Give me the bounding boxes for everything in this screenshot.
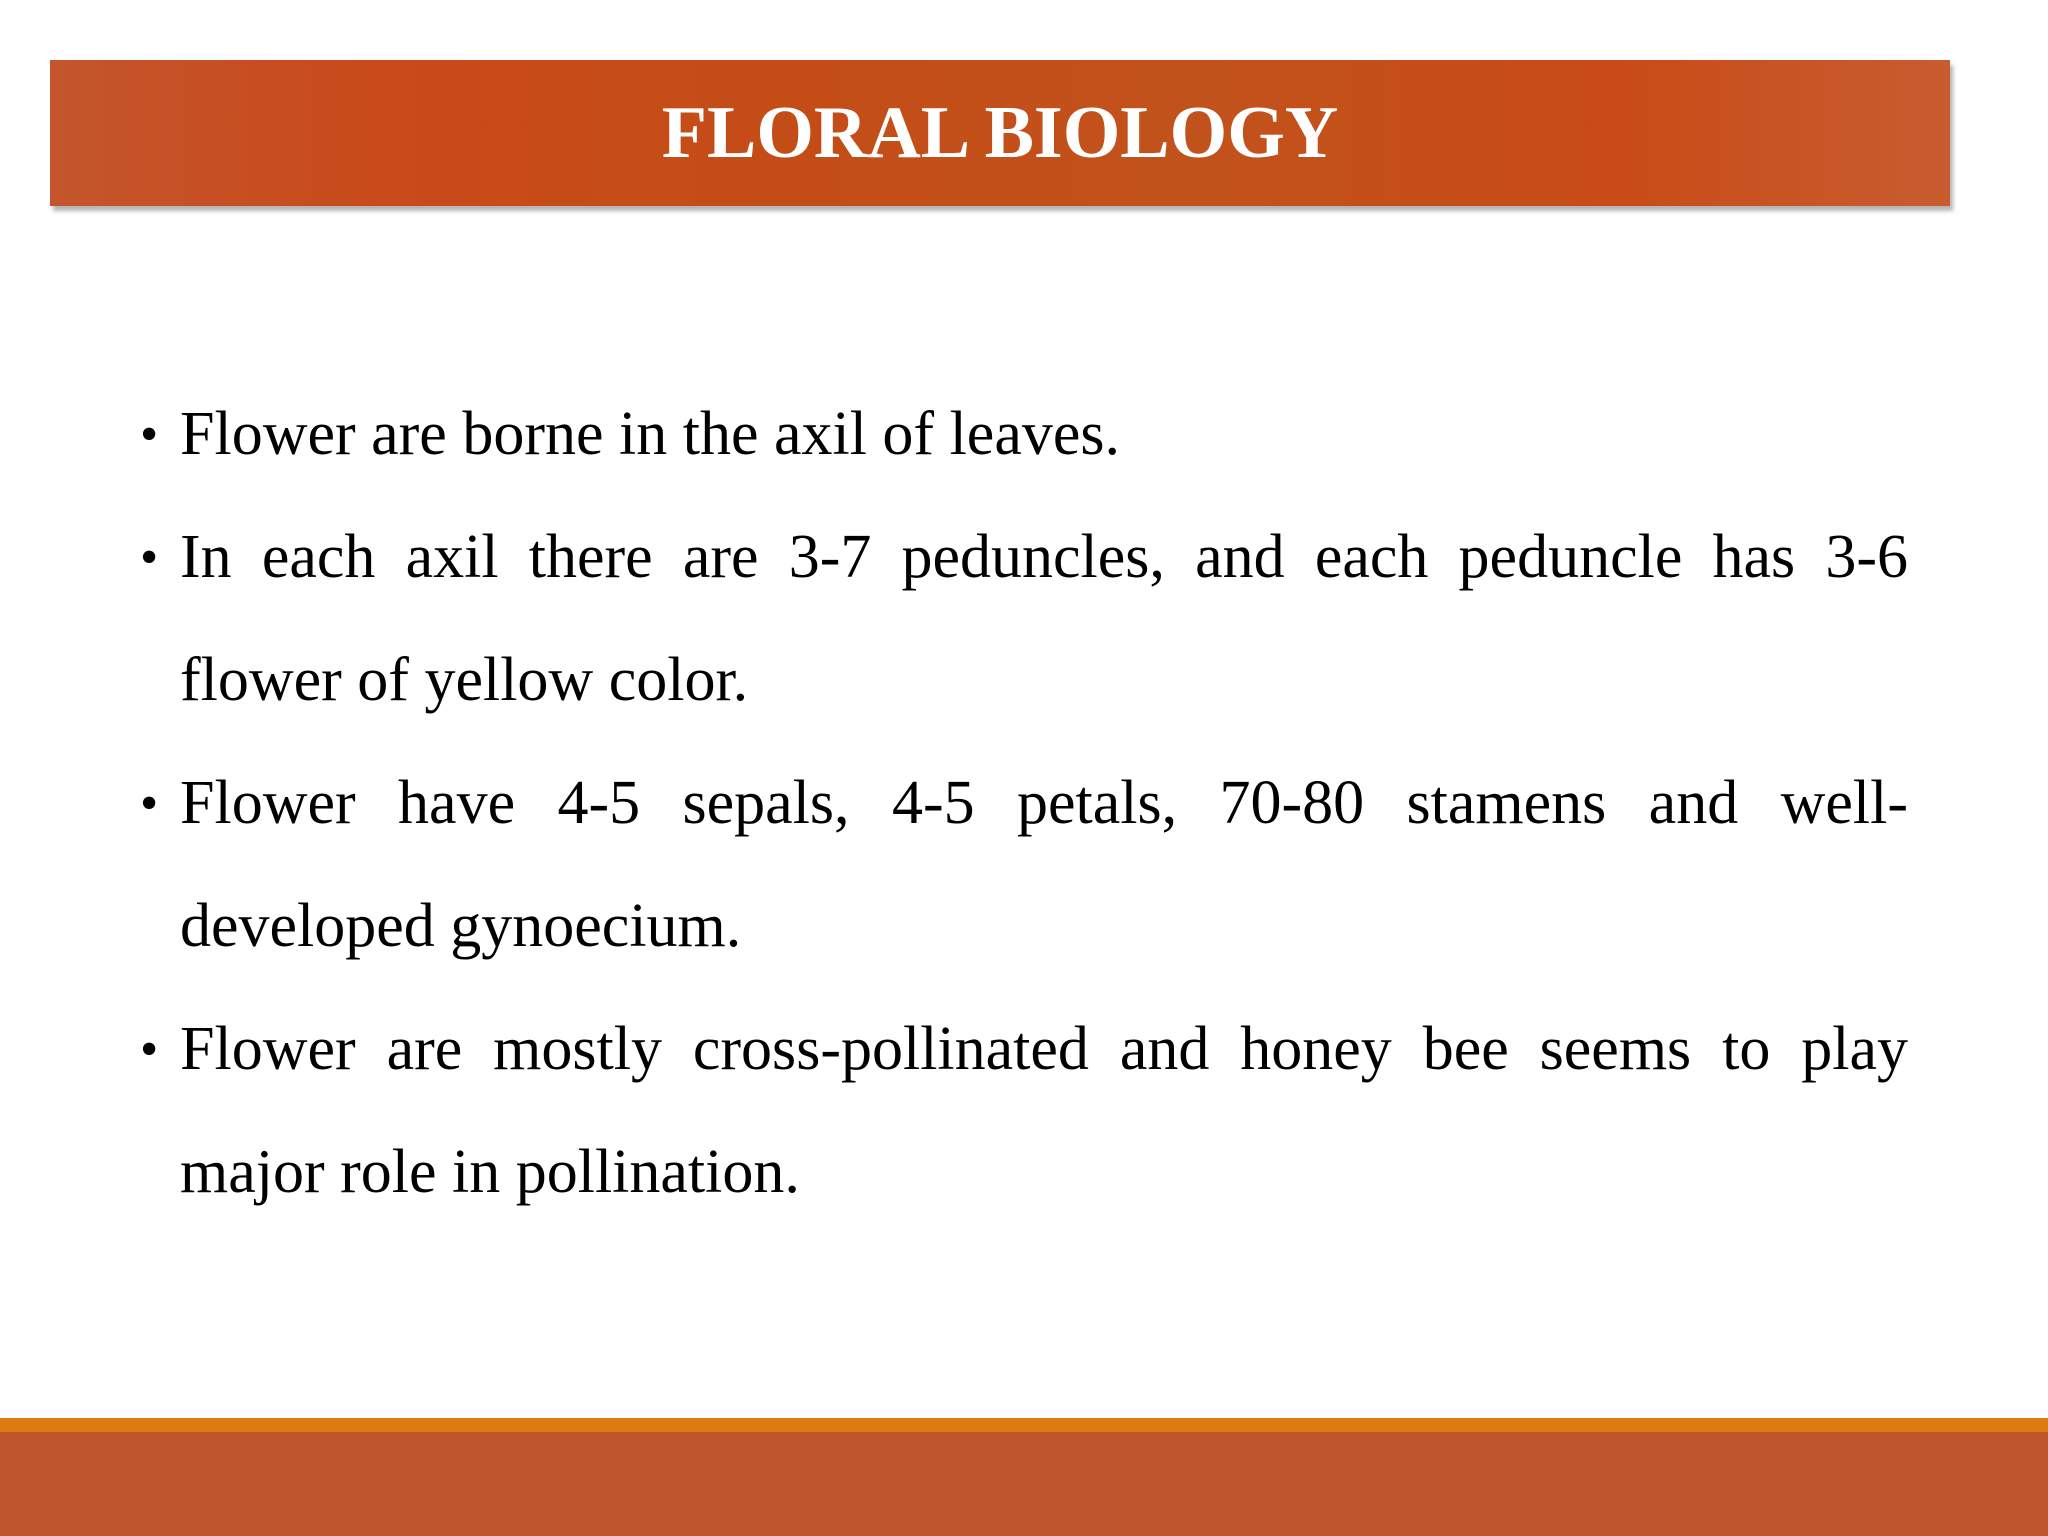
bullet-list [140, 373, 1908, 1234]
slide-title: FLORAL BIOLOGY [661, 92, 1339, 174]
bullet-item [140, 373, 1908, 496]
footer-stripe [0, 1418, 2048, 1432]
bullet-icon: • [140, 1021, 159, 1078]
bullet-item [140, 496, 1908, 742]
bullet-text: Flower are borne in the axil of leaves. [180, 400, 1120, 468]
bullet-icon: • [140, 406, 159, 463]
bullet-text: Flower are mostly cross-pollinated and honey bee seems to play major role in pollination. [180, 1015, 1908, 1206]
bullet-icon: • [140, 529, 159, 586]
bullet-item [140, 988, 1908, 1234]
footer-bar [0, 1432, 2048, 1536]
bullet-text: In each axil there are 3-7 peduncles, and each peduncle has 3-6 flower of yellow color. [180, 523, 1908, 714]
bullet-item [140, 742, 1908, 988]
bullet-icon: • [140, 775, 159, 832]
title-banner [50, 60, 1950, 206]
bullet-text: Flower have 4-5 sepals, 4-5 petals, 70-80 stamens and well-developed gynoecium. [180, 769, 1908, 960]
